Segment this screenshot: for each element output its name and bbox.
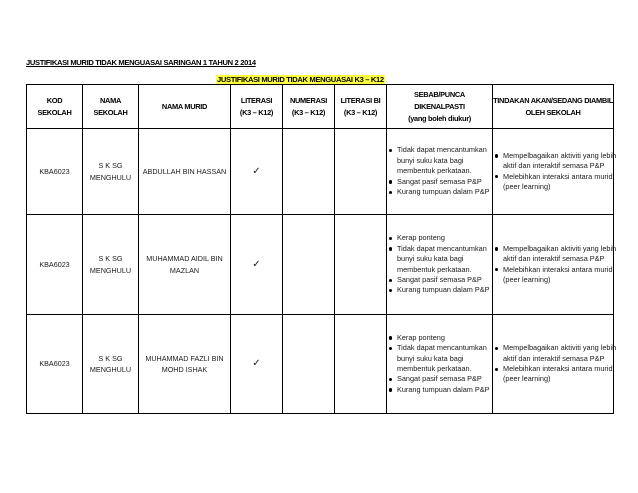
- list-item: Sangat pasif semasa P&P: [396, 275, 494, 285]
- cell-actions: [493, 215, 617, 315]
- list-item: Melebihkan interaksi antara murid (peer learning): [502, 265, 630, 286]
- list-item: Mempelbagaikan aktiviti yang lebih aktif dan interaktif semasa P&P: [502, 244, 630, 265]
- header-literasi-line2: (K3 – K12): [239, 107, 274, 117]
- actions-list: [493, 343, 630, 385]
- header-nama-murid-text: NAMA MURID: [161, 101, 208, 111]
- table-subtitle: JUSTIFIKASI MURID TIDAK MENGUASAI K3 – K12: [217, 75, 384, 84]
- header-sebab-line1: SEBAB/PUNCA: [414, 89, 465, 99]
- header-sebab-line3: (yang boleh diukur): [408, 113, 471, 123]
- cell-numerasi: [283, 215, 335, 315]
- cell-actions: [493, 129, 617, 215]
- header-numerasi-line1: NUMERASI: [289, 95, 328, 105]
- list-item: Melebihkan interaksi antara murid (peer learning): [502, 172, 630, 193]
- list-item: Sangat pasif semasa P&P: [396, 177, 494, 187]
- list-item: Mempelbagaikan aktiviti yang lebih aktif dan interaktif semasa P&P: [502, 151, 630, 172]
- cell-kod: KBA6023: [27, 215, 83, 315]
- header-sebab-punca: [387, 85, 493, 129]
- header-numerasi-line2: (K3 – K12): [291, 107, 326, 117]
- cell-numerasi: [283, 129, 335, 215]
- header-literasi: [231, 85, 283, 129]
- list-item: Kerap ponteng: [396, 333, 494, 343]
- cell-causes: [387, 215, 493, 315]
- table-row: [27, 315, 614, 414]
- causes-list: [387, 145, 494, 197]
- header-literasi-bi-line1: LITERASI BI: [340, 95, 381, 105]
- justification-table: [26, 84, 617, 414]
- header-kod-sekolah: [27, 85, 83, 129]
- murid-name-line1: MUHAMMAD AIDIL BIN: [146, 254, 223, 264]
- header-nama-murid: [139, 85, 231, 129]
- cell-sekolah: [83, 129, 139, 215]
- list-item: Tidak dapat mencantumkan bunyi suku kata bagi membentuk perkataan.: [396, 343, 494, 374]
- cell-literasi-check: ✓: [231, 315, 283, 414]
- cell-literasi-check: ✓: [231, 215, 283, 315]
- sekolah-line1: S K SG: [98, 254, 123, 264]
- header-sebab-line2: DIKENALPASTI: [414, 101, 465, 111]
- list-item: Tidak dapat mencantumkan bunyi suku kata bagi membentuk perkataan.: [396, 244, 494, 275]
- sekolah-line2: MENGHULU: [89, 265, 132, 275]
- list-item: Tidak dapat mencantumkan bunyi suku kata bagi membentuk perkataan.: [396, 145, 494, 176]
- murid-name-line1: MUHAMMAD FAZLI BIN: [145, 353, 224, 363]
- murid-name-line1: ABDULLAH BIN HASSAN: [142, 166, 227, 176]
- cell-literasi-bi: [335, 129, 387, 215]
- cell-literasi-bi: [335, 315, 387, 414]
- cell-literasi-check: ✓: [231, 129, 283, 215]
- list-item: Kurang tumpuan dalam P&P: [396, 385, 494, 395]
- list-item: Kurang tumpuan dalam P&P: [396, 187, 494, 197]
- actions-list: [493, 151, 630, 193]
- cell-kod: KBA6023: [27, 315, 83, 414]
- list-item: Sangat pasif semasa P&P: [396, 374, 494, 384]
- cell-numerasi: [283, 315, 335, 414]
- header-numerasi: [283, 85, 335, 129]
- cell-nama-murid: [139, 215, 231, 315]
- header-tindakan-line2: OLEH SEKOLAH: [525, 107, 581, 117]
- cell-nama-murid: [139, 129, 231, 215]
- document-title: JUSTIFIKASI MURID TIDAK MENGUASAI SARINGAN 1 TAHUN 2 2014: [26, 58, 256, 67]
- cell-literasi-bi: [335, 215, 387, 315]
- sekolah-line2: MENGHULU: [89, 365, 132, 374]
- list-item: Melebihkan interaksi antara murid (peer learning): [502, 364, 630, 385]
- cell-nama-murid: [139, 315, 231, 414]
- sekolah-line1: S K SG: [98, 161, 123, 171]
- cell-actions: [493, 315, 617, 414]
- cell-kod: KBA6023: [27, 129, 83, 215]
- header-row: [27, 85, 614, 129]
- header-tindakan: [493, 85, 614, 129]
- table-row: [27, 129, 614, 215]
- sekolah-line1: S K SG: [98, 353, 123, 363]
- header-nama-line1: NAMA: [100, 95, 121, 105]
- causes-list: [387, 333, 494, 395]
- list-item: Kurang tumpuan dalam P&P: [396, 285, 494, 295]
- murid-name-line2: MAZLAN: [169, 265, 200, 275]
- header-kod-line2: SEKOLAH: [37, 107, 72, 117]
- cell-causes: [387, 129, 493, 215]
- cell-sekolah: [83, 315, 139, 414]
- murid-name-line2: MOHD ISHAK: [161, 365, 208, 374]
- list-item: Mempelbagaikan aktiviti yang lebih aktif dan interaktif semasa P&P: [502, 343, 630, 364]
- causes-list: [387, 233, 494, 295]
- header-literasi-bi-line2: (K3 – K12): [343, 107, 378, 117]
- cell-sekolah: [83, 215, 139, 315]
- header-tindakan-line1: TINDAKAN AKAN/SEDANG DIAMBIL: [493, 95, 613, 105]
- header-nama-line2: SEKOLAH: [93, 107, 128, 117]
- table-row: [27, 215, 614, 315]
- header-kod-line1: KOD: [46, 95, 63, 105]
- cell-causes: [387, 315, 493, 414]
- header-literasi-bi: [335, 85, 387, 129]
- sekolah-line2: MENGHULU: [89, 172, 132, 182]
- header-literasi-line1: LITERASI: [240, 95, 273, 105]
- header-nama-sekolah: [83, 85, 139, 129]
- actions-list: [493, 244, 630, 286]
- list-item: Kerap ponteng: [396, 233, 494, 243]
